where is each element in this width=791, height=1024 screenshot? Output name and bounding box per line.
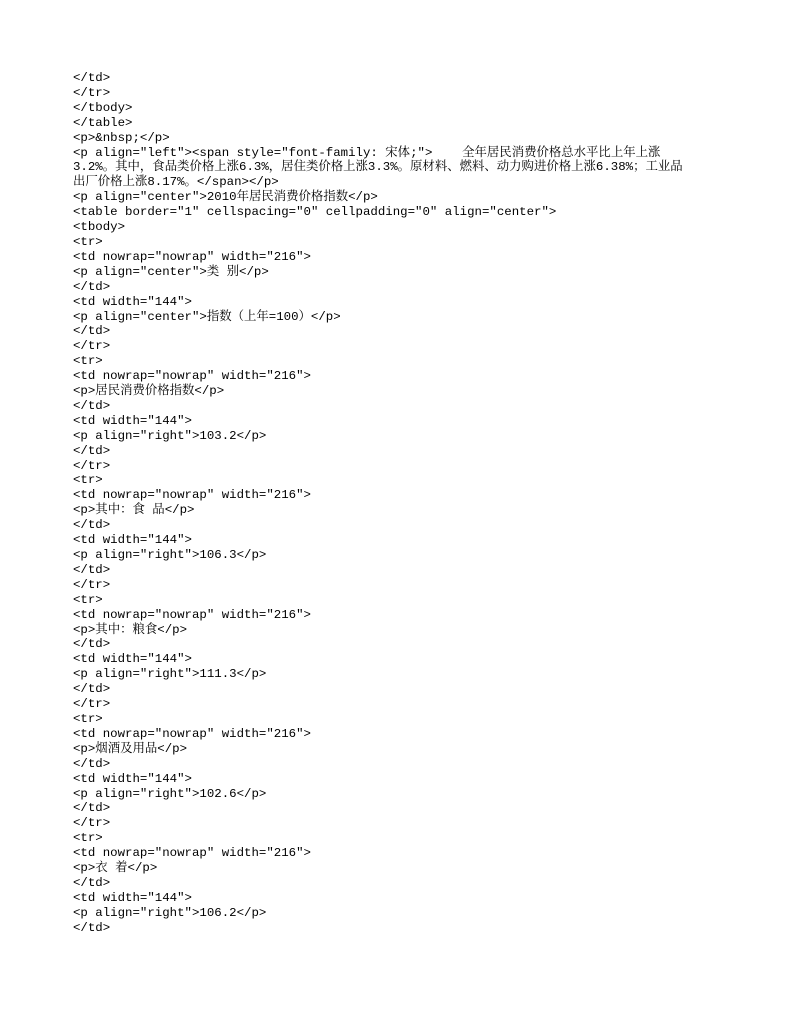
code-line: </td> bbox=[73, 71, 111, 85]
code-line: 3.2%。其中，食品类价格上涨6.3%，居住类价格上涨3.3%。原材料、燃料、动力购进价格上涨6.38%；工业品 bbox=[73, 160, 683, 175]
code-line: <td width="144"> bbox=[73, 533, 192, 548]
code-line: <p>居民消费价格指数</p> bbox=[73, 384, 225, 399]
code-line: <p>&nbsp;</p> bbox=[73, 130, 170, 145]
code-line: <td nowrap="nowrap" width="216"> bbox=[73, 607, 311, 622]
code-line: <p align="right">103.2</p> bbox=[73, 428, 267, 443]
code-line: <tr> bbox=[73, 473, 103, 488]
code-line: <td width="144"> bbox=[73, 294, 192, 309]
code-line: <tr> bbox=[73, 592, 103, 607]
code-line: <tr> bbox=[73, 234, 103, 249]
code-line: <tbody> bbox=[73, 220, 126, 235]
code-line: </td> bbox=[73, 875, 111, 890]
code-line: <tr> bbox=[73, 831, 103, 846]
code-line: </td> bbox=[73, 279, 111, 294]
code-line: <td nowrap="nowrap" width="216"> bbox=[73, 846, 311, 861]
code-line: <p align="center">2010年居民消费价格指数</p> bbox=[73, 190, 378, 205]
code-line: <tr> bbox=[73, 711, 103, 726]
code-line: </tr> bbox=[73, 85, 111, 100]
code-line: <td nowrap="nowrap" width="216"> bbox=[73, 488, 311, 503]
code-line: <td nowrap="nowrap" width="216"> bbox=[73, 369, 311, 384]
code-line: </table> bbox=[73, 115, 133, 130]
code-line: </tbody> bbox=[73, 100, 133, 115]
code-line: </td> bbox=[73, 324, 111, 339]
code-line: <p align="right">111.3</p> bbox=[73, 667, 267, 682]
code-line: </td> bbox=[73, 562, 111, 577]
code-line: </td> bbox=[73, 443, 111, 458]
code-line: <td width="144"> bbox=[73, 771, 192, 786]
code-line: <td nowrap="nowrap" width="216"> bbox=[73, 726, 311, 741]
code-line: 出厂价格上涨8.17%。</span></p> bbox=[73, 175, 279, 190]
code-line: </tr> bbox=[73, 697, 111, 712]
code-line: </td> bbox=[73, 920, 111, 935]
code-line: <p>烟酒及用品</p> bbox=[73, 741, 188, 756]
code-line: <tr> bbox=[73, 354, 103, 369]
code-line: <p align="right">106.3</p> bbox=[73, 548, 267, 562]
code-line: <td width="144"> bbox=[73, 890, 192, 905]
code-line: <p align="left"><span style="font-family: 宋体;"> 全年居民消费价格总水平比上年上涨 bbox=[73, 145, 661, 160]
code-line: <p align="center">类 别</p> bbox=[73, 264, 269, 279]
code-line: </tr> bbox=[73, 577, 111, 592]
code-line: <p>其中：食 品</p> bbox=[73, 503, 195, 518]
code-line: </td> bbox=[73, 518, 111, 533]
code-line: <p>其中：粮食</p> bbox=[73, 622, 188, 637]
code-line: </td> bbox=[73, 682, 111, 697]
code-line: </td> bbox=[73, 398, 111, 413]
code-line: <td width="144"> bbox=[73, 413, 192, 428]
code-line: </td> bbox=[73, 756, 111, 771]
code-line: <p align="right">106.2</p> bbox=[73, 905, 267, 920]
code-line: </td> bbox=[73, 637, 111, 652]
code-line: </tr> bbox=[73, 816, 111, 831]
code-line: <p align="right">102.6</p> bbox=[73, 786, 267, 801]
code-line: </td> bbox=[73, 801, 111, 816]
code-line: <p>衣 着</p> bbox=[73, 861, 158, 876]
code-line: <table border="1" cellspacing="0" cellpadding="0" align="center"> bbox=[73, 205, 557, 220]
code-line: <p align="center">指数（上年=100）</p> bbox=[73, 309, 341, 324]
source-code-text bbox=[73, 71, 733, 936]
code-line: </tr> bbox=[73, 339, 111, 354]
code-line: </tr> bbox=[73, 458, 111, 473]
code-line: <td width="144"> bbox=[73, 652, 192, 667]
code-line: <td nowrap="nowrap" width="216"> bbox=[73, 249, 311, 264]
